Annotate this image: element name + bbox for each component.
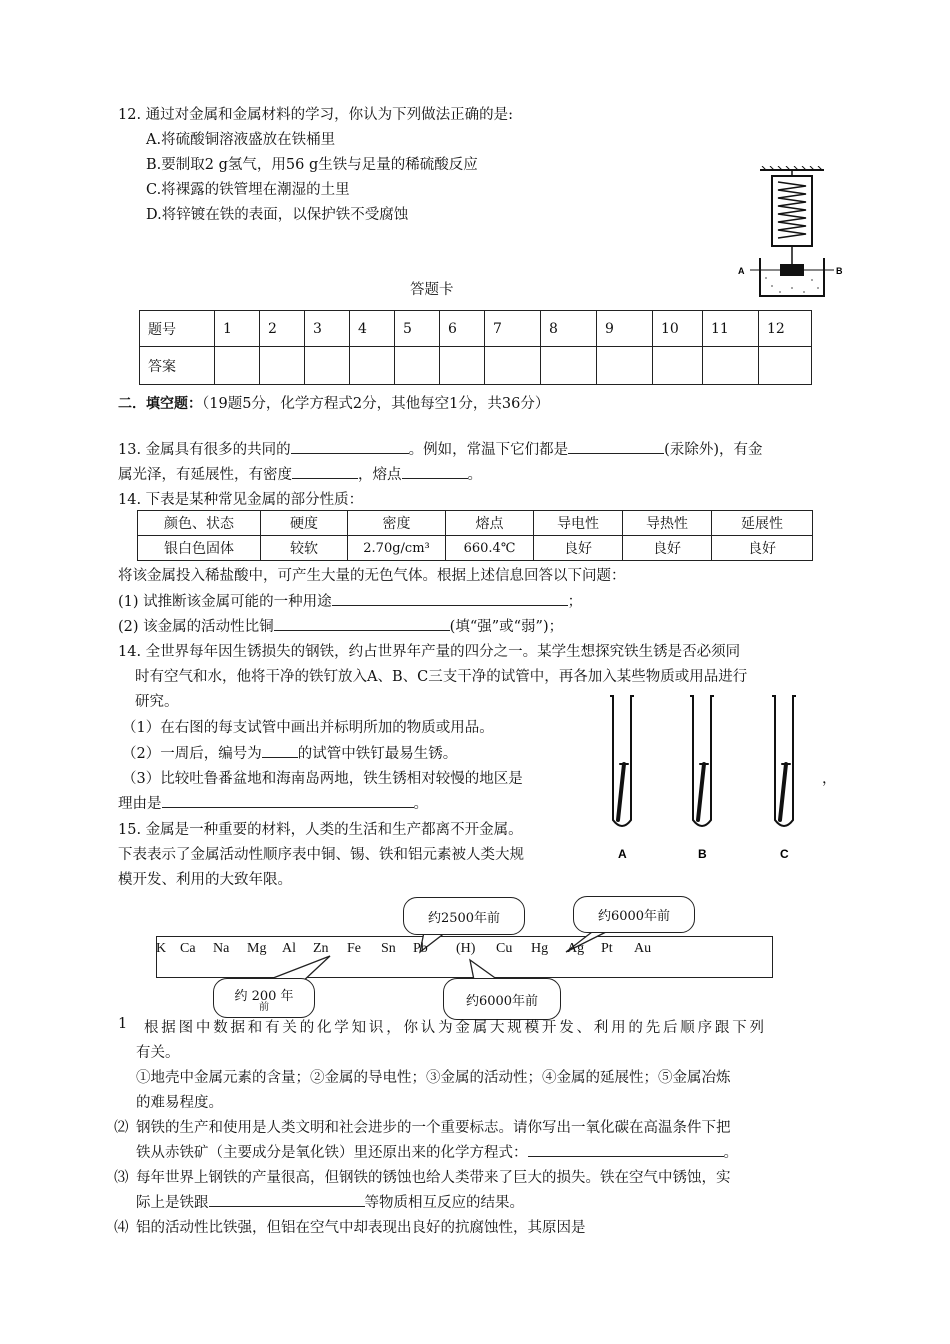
property-header: 熔点	[446, 511, 534, 536]
q14-intro: 14. 下表是某种常见金属的部分性质：	[118, 492, 364, 508]
q14b-part2-end: 的试管中铁钉最易生锈。	[297, 746, 458, 762]
property-header: 导热性	[623, 511, 712, 536]
element-fe: Fe	[347, 941, 361, 956]
sub2-line2-end: 。	[723, 1145, 738, 1161]
sub4-line1: 铝的活动性比铁强，但铝在空气中却表现出良好的抗腐蚀性，其原因是	[136, 1220, 586, 1236]
sub2-number: ⑵	[114, 1120, 129, 1136]
answer-card-number: 4	[350, 311, 395, 347]
sub2-line2-text: 铁从赤铁矿（主要成分是氧化铁）里还原出来的化学方程式：	[136, 1145, 528, 1161]
sub3-line2-end: 等物质相互反应的结果。	[364, 1195, 524, 1211]
q14-after-text: 将该金属投入稀盐酸中，可产生大量的无色气体。根据上述信息回答以下问题：	[118, 568, 626, 584]
element-au: Au	[634, 941, 652, 956]
element-ag: Ag	[567, 941, 585, 956]
tube-label-b: B	[698, 847, 707, 861]
sub3-line2-text: 际上是铁跟	[136, 1195, 209, 1211]
element-zn: Zn	[313, 941, 329, 956]
answer-card-number: 9	[597, 311, 653, 347]
section2-title: 二．填空题：	[118, 396, 202, 412]
q14-part1-end: ；	[567, 594, 583, 610]
property-header: 硬度	[261, 511, 348, 536]
answer-card-number: 10	[653, 311, 703, 347]
q12-option-a: A.将硫酸铜溶液盛放在铁桶里	[146, 132, 336, 148]
sub1-line4: 的难易程度。	[136, 1095, 223, 1111]
element-pb: Pb	[413, 941, 428, 956]
sub2-line2	[136, 1141, 738, 1162]
sub3-blank[interactable]	[209, 1192, 365, 1207]
bubble-sn-2500: 约2500年前	[403, 897, 525, 935]
property-value: 良好	[712, 536, 813, 561]
bubble-al-line2: 前	[259, 1001, 269, 1013]
answer-card-row-header-answer: 答案	[140, 347, 215, 385]
sub2-equation-blank[interactable]	[528, 1142, 724, 1157]
element-mg: Mg	[247, 941, 267, 956]
answer-card-number: 6	[440, 311, 485, 347]
q14-part1-text: (1) 试推断该金属可能的一种用途	[118, 594, 332, 610]
q14b-reason-text: 理由是	[118, 796, 162, 812]
q14-part2-text: (2) 该金属的活动性比铜	[118, 619, 274, 635]
property-header: 延展性	[712, 511, 813, 536]
q13-text-a: 13. 金属具有很多的共同的	[118, 442, 291, 458]
answer-card-number: 2	[260, 311, 305, 347]
element-h: (H)	[456, 941, 476, 956]
sub3-line2	[136, 1191, 524, 1212]
q12-stem: 12. 通过对金属和金属材料的学习，你认为下列做法正确的是:	[118, 107, 514, 123]
answer-card-number: 12	[759, 311, 812, 347]
bubble-al-200	[213, 978, 315, 1018]
answer-card-title: 答题卡	[410, 282, 454, 298]
element-al: Al	[282, 941, 296, 956]
section2-note: （19题5分，化学方程式2分，其他每空1分，共36分）	[202, 396, 550, 412]
q14b-reason-end: 。	[413, 796, 428, 812]
q15-line1: 15. 金属是一种重要的材料，人类的生活和生产都离不开金属。	[118, 822, 523, 838]
answer-card-number: 11	[703, 311, 759, 347]
q15-line2: 下表表示了金属活动性顺序表中铜、锡、铁和铝元素被人类大规	[118, 847, 524, 863]
q14b-line2: 时有空气和水，他将干净的铁钉放入A、B、C三支干净的试管中，再各加入某些物质或用品进行	[135, 669, 748, 685]
sub1-line2: 有关。	[136, 1045, 180, 1061]
sub3-number: ⑶	[114, 1170, 129, 1186]
q14b-part1: （1）在右图的每支试管中画出并标明所加的物质或用品。	[122, 720, 494, 736]
sub2-line1: 钢铁的生产和使用是人类文明和社会进步的一个重要标志。请你写出一氧化碳在高温条件下把	[136, 1120, 731, 1136]
sub1-line1: 根据图中数据和有关的化学知识，你认为金属大规模开发、利用的先后顺序跟下列	[144, 1020, 767, 1036]
q14b-part3: （3）比较吐鲁番盆地和海南岛两地，铁生锈相对较慢的地区是	[122, 771, 523, 787]
answer-card-number: 7	[485, 311, 541, 347]
q14b-part2-text: （2）一周后，编号为	[122, 746, 262, 762]
q14b-line1: 14. 全世界每年因生锈损失的钢铁，约占世界年产量的四分之一。某学生想探究铁生锈是否必须同	[118, 644, 741, 660]
bubble-al-line1: 约 200 年	[234, 988, 294, 1004]
q12-option-c: C.将裸露的铁管埋在潮湿的土里	[146, 182, 350, 198]
property-header: 密度	[348, 511, 446, 536]
q13-text-b: 。例如，常温下它们都是	[408, 442, 569, 458]
answer-card-number: 1	[215, 311, 260, 347]
element-k: K	[156, 941, 167, 956]
element-hg: Hg	[531, 941, 549, 956]
answer-card-number: 8	[541, 311, 597, 347]
property-value: 2.70g/cm³	[348, 536, 446, 561]
q13-text-e: ，熔点	[358, 467, 402, 483]
element-cu: Cu	[496, 941, 513, 956]
q13-text-f: 。	[467, 467, 482, 483]
element-sn: Sn	[381, 941, 396, 956]
tube-label-a: A	[618, 847, 627, 861]
property-value: 较软	[261, 536, 348, 561]
q13-text-c: (汞除外)，有金	[664, 442, 763, 458]
figure-label-a: A	[738, 266, 745, 276]
property-header: 颜色、状态	[138, 511, 261, 536]
property-value: 良好	[623, 536, 712, 561]
property-value: 660.4℃	[446, 536, 534, 561]
answer-card-row-header-number: 题号	[140, 311, 215, 347]
q12-option-d: D.将锌镀在铁的表面，以保护铁不受腐蚀	[146, 207, 409, 223]
tube-label-c: C	[780, 847, 789, 861]
sub1-number: 1	[118, 1016, 128, 1032]
q14b-line3: 研究。	[135, 694, 179, 710]
q14-part2-end: (填“强”或“弱”)；	[449, 619, 564, 635]
q14b-part3-comma: ，	[822, 771, 837, 787]
element-ca: Ca	[180, 941, 196, 956]
property-header: 导电性	[534, 511, 623, 536]
element-pt: Pt	[601, 941, 613, 956]
sub4-number: ⑷	[114, 1220, 129, 1236]
bubble-ag-6000: 约6000年前	[573, 896, 695, 933]
q15-line3: 模开发、利用的大致年限。	[118, 872, 292, 888]
property-value: 良好	[534, 536, 623, 561]
answer-card-number: 3	[305, 311, 350, 347]
q12-option-b: B.要制取2 g氢气，用56 g生铁与足量的稀硫酸反应	[146, 157, 478, 173]
q13-text-d: 属光泽，有延展性，有密度	[118, 467, 292, 483]
sub1-line3: ①地壳中金属元素的含量；②金属的导电性；③金属的活动性；④金属的延展性；⑤金属冶炼	[136, 1070, 731, 1086]
figure-label-b: B	[836, 266, 843, 276]
answer-card-number: 5	[395, 311, 440, 347]
property-value: 银白色固体	[138, 536, 261, 561]
bubble-cu-6000: 约6000年前	[443, 978, 561, 1020]
sub3-line1: 每年世界上钢铁的产量很高，但钢铁的锈蚀也给人类带来了巨大的损失。铁在空气中锈蚀，实	[136, 1170, 731, 1186]
element-na: Na	[213, 941, 230, 956]
